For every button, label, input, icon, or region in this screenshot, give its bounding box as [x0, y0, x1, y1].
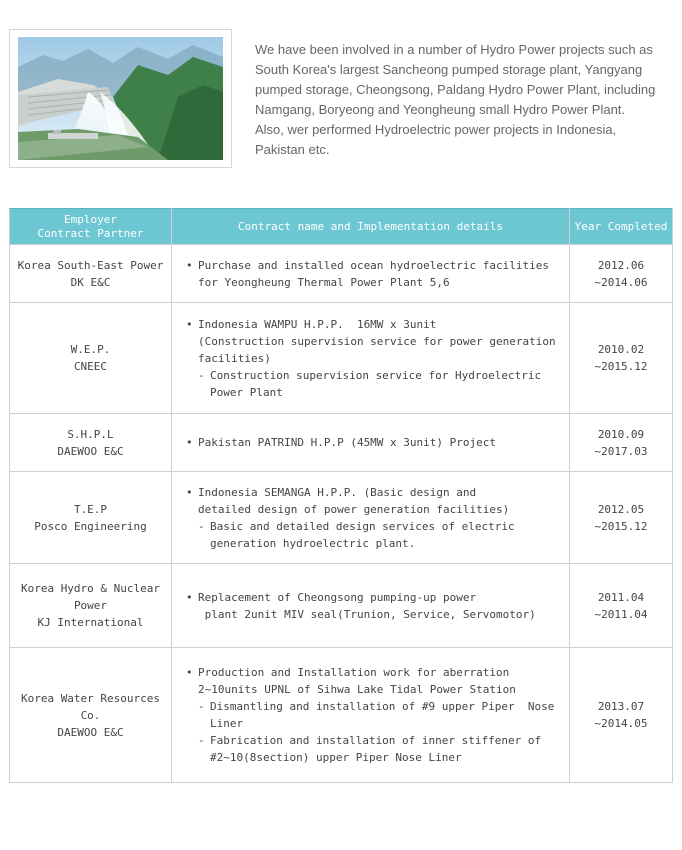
contract-details-cell — [172, 564, 570, 648]
employer-name: Korea Hydro & Nuclear Power — [20, 582, 161, 612]
end-date: ~2014.06 — [594, 275, 648, 289]
year-completed-cell — [570, 245, 673, 303]
contract-partner-name: CNEEC — [73, 360, 108, 373]
table-header-row — [10, 209, 673, 245]
contract-sub-item: - Fabrication and installation of inner stiffener of #2~10(8section) upper Piper Nose Liner — [186, 732, 557, 766]
table-row — [10, 472, 673, 564]
start-date: 2013.07 — [597, 700, 645, 713]
contract-main-item: • Purchase and installed ocean hydroelectric facilities for Yeongheung Thermal Power Plant 5,6 — [186, 257, 557, 291]
employer-cell — [10, 472, 172, 564]
start-date: 2012.05 — [597, 502, 645, 516]
employer-name: Korea Water Resources Co. — [20, 691, 161, 722]
contract-details-cell — [172, 648, 570, 783]
intro-line: Pakistan etc. — [255, 142, 330, 157]
employer-cell — [10, 564, 172, 648]
contract-main-item: • Pakistan PATRIND H.P.P (45MW x 3unit) Project — [186, 434, 557, 451]
intro-line: pumped storage, Cheongsong, Paldang Hydro Power Plant, including — [255, 82, 656, 97]
employer-cell — [10, 648, 172, 783]
intro-line: Also, wer performed Hydroelectric power projects in Indonesia, — [255, 122, 617, 137]
table-row — [10, 564, 673, 648]
contract-details-cell — [172, 472, 570, 564]
table-row — [10, 245, 673, 303]
start-date: 2011.04 — [597, 590, 645, 604]
year-completed-cell — [570, 648, 673, 783]
end-date: ~2015.12 — [594, 519, 648, 533]
contract-column-header: Contract name and Implementation details — [172, 209, 570, 245]
year-completed-cell — [570, 472, 673, 564]
employer-cell — [10, 245, 172, 303]
dam-photo-frame — [9, 29, 232, 168]
employer-column-header — [10, 209, 172, 245]
contract-partner-name: DK E&C — [70, 275, 111, 289]
contract-main-item: • Production and Installation work for aberration 2~10units UPNL of Sihwa Lake Tidal Power Station — [186, 664, 557, 698]
contract-partner-header-label: Contract Partner — [37, 226, 144, 240]
projects-table — [9, 208, 673, 783]
contract-sub-item: - Construction supervision service for Hydroelectric Power Plant — [186, 367, 557, 401]
start-date: 2010.09 — [597, 427, 645, 441]
contract-sub-item: - Basic and detailed design services of electric generation hydroelectric plant. — [186, 518, 557, 552]
intro-line: We have been involved in a number of Hydro Power projects such as — [255, 42, 653, 57]
year-column-header: Year Completed — [570, 209, 673, 245]
employer-name: Korea South-East Power — [17, 258, 164, 272]
employer-cell — [10, 414, 172, 472]
contract-main-item: • Indonesia WAMPU H.P.P. 16MW x 3unit (Construction supervision service for power generation facilities) — [186, 316, 557, 367]
contract-details-cell — [172, 303, 570, 414]
contract-partner-name: DAEWOO E&C — [57, 725, 124, 739]
end-date: ~2015.12 — [594, 360, 648, 373]
contract-partner-name: KJ International — [37, 616, 144, 629]
end-date: ~2014.05 — [594, 717, 648, 730]
employer-header-label: Employer — [64, 212, 117, 226]
employer-cell — [10, 303, 172, 414]
employer-name: T.E.P — [73, 502, 108, 516]
end-date: ~2011.04 — [594, 607, 648, 621]
start-date: 2012.06 — [597, 258, 645, 272]
employer-name: S.H.P.L — [67, 427, 114, 441]
year-completed-cell — [570, 414, 673, 472]
end-date: ~2017.03 — [594, 444, 648, 458]
contract-partner-name: Posco Engineering — [34, 519, 147, 533]
table-row — [10, 303, 673, 414]
contract-main-item: • Indonesia SEMANGA H.P.P. (Basic design and detailed design of power generation facilities) — [186, 484, 557, 518]
employer-name: W.E.P. — [70, 343, 111, 356]
contract-details-cell — [172, 245, 570, 303]
contract-main-item: • Replacement of Cheongsong pumping-up power plant 2unit MIV seal(Trunion, Service, Servomotor) — [186, 589, 557, 623]
intro-line: Namgang, Boryeong and Yeongheung small Hydro Power Plant. — [255, 102, 626, 117]
intro-line: South Korea's largest Sancheong pumped storage plant, Yangyang — [255, 62, 643, 77]
contract-sub-item: - Dismantling and installation of #9 upper Piper Nose Liner — [186, 698, 557, 732]
contract-partner-name: DAEWOO E&C — [57, 444, 124, 458]
start-date: 2010.02 — [597, 343, 645, 356]
contract-details-cell — [172, 414, 570, 472]
table-row — [10, 414, 673, 472]
intro-paragraph — [255, 40, 670, 160]
year-completed-cell — [570, 303, 673, 414]
table-row — [10, 648, 673, 783]
year-completed-cell — [570, 564, 673, 648]
hydro-dam-photo — [18, 37, 223, 160]
